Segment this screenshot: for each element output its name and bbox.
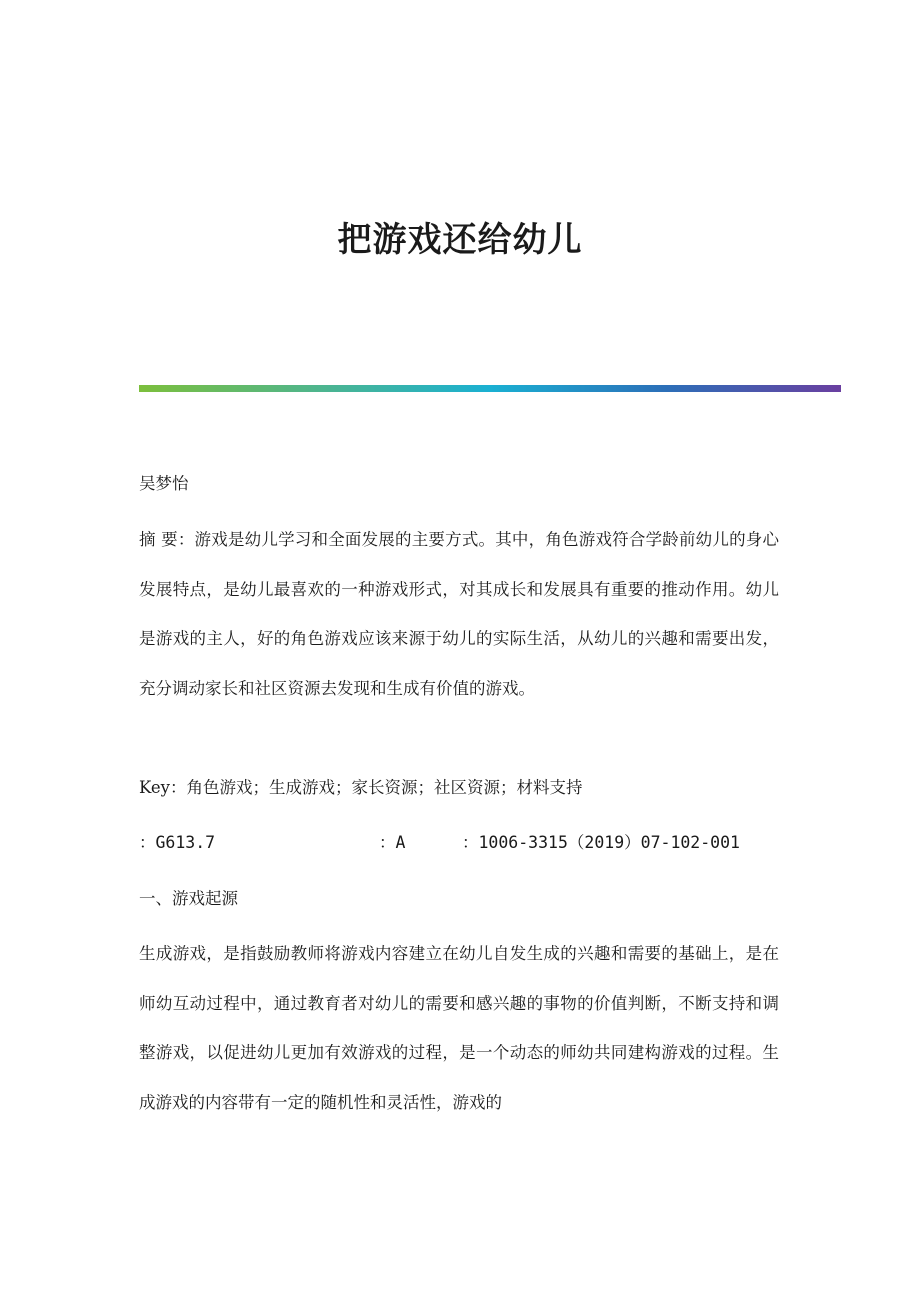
keywords-line: Key：角色游戏；生成游戏；家长资源；社区资源；材料支持 bbox=[139, 778, 583, 797]
classification-number: ：G613.7 bbox=[139, 833, 216, 852]
document-code: ：A bbox=[379, 833, 406, 852]
section-body-paragraph: 生成游戏，是指鼓励教师将游戏内容建立在幼儿自发生成的兴趣和需要的基础上，是在师幼互动过程中，通过教育者对幼儿的需要和感兴趣的事物的价值判断，不断支持和调整游戏，以促进幼儿更加有效游戏的过程，是一个动态的师幼共同建构游戏的过程。生成游戏的内容带有一定的随机性和灵活性，游戏的 bbox=[139, 944, 779, 1112]
section-heading: 一、游戏起源 bbox=[139, 889, 238, 908]
author-name: 吴梦怡 bbox=[139, 474, 189, 493]
title-divider bbox=[139, 385, 841, 392]
classification-line bbox=[139, 831, 779, 855]
abstract-paragraph: 摘 要：游戏是幼儿学习和全面发展的主要方式。其中，角色游戏符合学龄前幼儿的身心发展特点，是幼儿最喜欢的一种游戏形式，对其成长和发展具有重要的推动作用。幼儿是游戏的主人，好的角色游戏应该来源于幼儿的实际生活，从幼儿的兴趣和需要出发，充分调动家长和社区资源去发现和生成有价值的游戏。 bbox=[139, 530, 779, 698]
article-id: ：1006-3315（2019）07-102-001 bbox=[462, 833, 740, 852]
document-title: 把游戏还给幼儿 bbox=[337, 220, 583, 260]
